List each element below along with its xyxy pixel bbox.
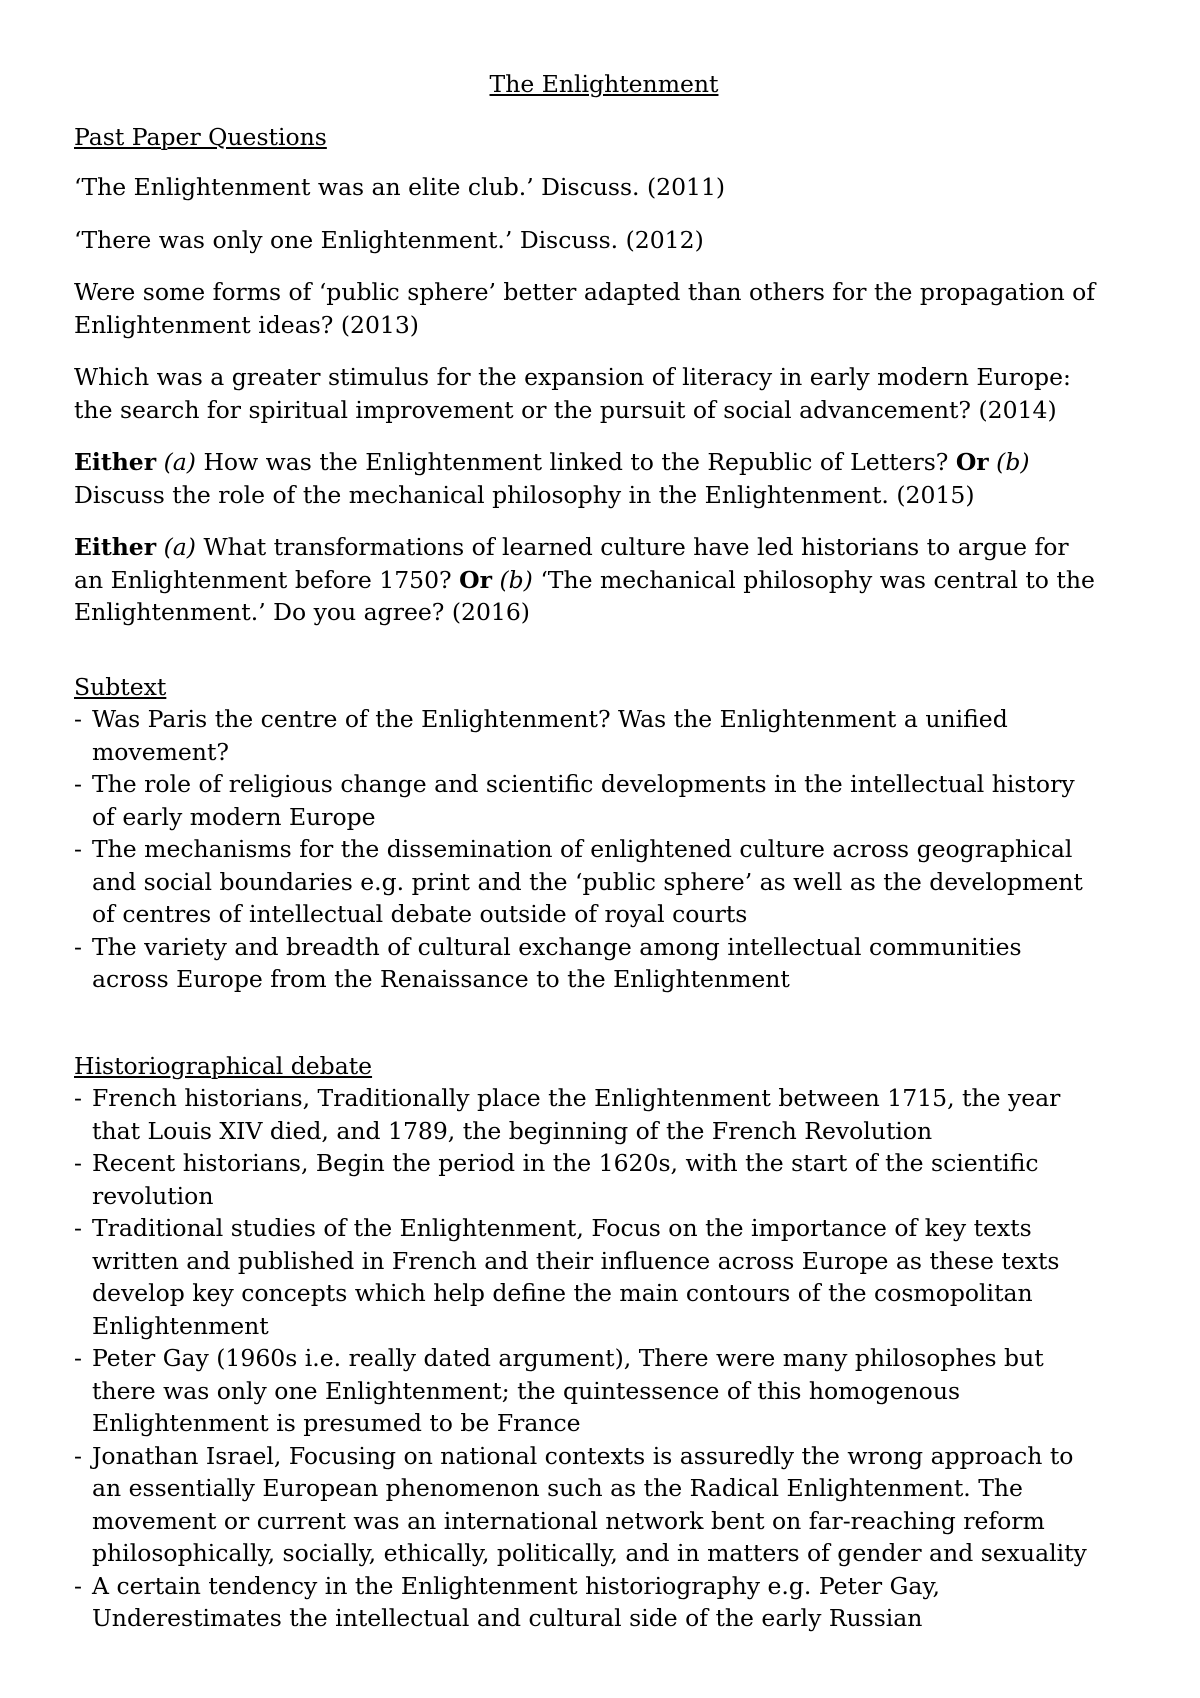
bullet-line: of centres of intellectual debate outside of royal courts bbox=[92, 900, 748, 928]
question-text: Were some forms of ‘public sphere’ better adapted than others for the propagation of bbox=[74, 278, 1096, 306]
question-line bbox=[74, 446, 1134, 479]
past-paper-question bbox=[74, 224, 1134, 257]
past-paper-question bbox=[74, 531, 1134, 629]
question-text: an Enlightenment before 1750? bbox=[74, 565, 460, 594]
document-page bbox=[74, 68, 1134, 1635]
bullet-dash: - bbox=[74, 835, 82, 863]
bullet-line: Peter Gay (1960s i.e. really dated argument), There were many philosophes but bbox=[92, 1344, 1044, 1372]
bullet-line: French historians, Traditionally place the Enlightenment between 1715, the year bbox=[92, 1084, 1061, 1112]
question-text: ‘There was only one Enlightenment.’ Discuss. (2012) bbox=[74, 225, 704, 254]
question-line bbox=[74, 479, 1134, 512]
historiography-heading bbox=[74, 1050, 1134, 1083]
subtext-heading bbox=[74, 671, 1134, 704]
bullet-line: Enlightenment is presumed to be France bbox=[92, 1409, 581, 1437]
bold-text: Or bbox=[459, 565, 492, 594]
document-title-text: The Enlightenment bbox=[489, 70, 719, 98]
question-text: Discuss the role of the mechanical philosophy in the Enlightenment. (2015) bbox=[74, 480, 975, 509]
bullet-dash: - bbox=[74, 932, 82, 961]
past-paper-question bbox=[74, 276, 1134, 341]
bullet-line: there was only one Enlightenment; the quintessence of this homogenous bbox=[92, 1376, 961, 1405]
question-text bbox=[156, 533, 163, 561]
bullet-line: The role of religious change and scientific developments in the intellectual history bbox=[92, 770, 1075, 798]
bullet-line: Traditional studies of the Enlightenment, Focus on the importance of key texts bbox=[92, 1214, 1032, 1242]
bold-text: Either bbox=[74, 533, 157, 561]
bullet-line: The variety and breadth of cultural exchange among intellectual communities bbox=[92, 932, 1022, 961]
bullet-line: A certain tendency in the Enlightenment historiography e.g. Peter Gay, bbox=[92, 1571, 940, 1600]
italic-text: (a) bbox=[163, 533, 196, 561]
bullet-dash: - bbox=[74, 1344, 82, 1372]
bullet-dash: - bbox=[74, 770, 82, 798]
question-line bbox=[74, 224, 1134, 257]
question-line bbox=[74, 171, 1134, 204]
bullet-line: The mechanisms for the dissemination of enlightened culture across geographical bbox=[92, 835, 1073, 863]
bullet-line: Was Paris the centre of the Enlightenment? Was the Enlightenment a unified bbox=[92, 705, 1008, 733]
historiography-item bbox=[74, 1212, 1134, 1342]
question-text: What transformations of learned culture have led historians to argue for bbox=[195, 533, 1069, 561]
bullet-line: movement? bbox=[92, 737, 229, 766]
bullet-dash: - bbox=[74, 1571, 82, 1600]
question-text bbox=[156, 448, 163, 476]
bullet-line: that Louis XIV died, and 1789, the beginning of the French Revolution bbox=[92, 1116, 933, 1145]
past-paper-question bbox=[74, 361, 1134, 426]
question-line bbox=[74, 276, 1134, 309]
question-text: Enlightenment ideas? (2013) bbox=[74, 310, 419, 339]
bullet-dash: - bbox=[74, 1214, 82, 1242]
past-paper-question-list bbox=[74, 171, 1134, 629]
subtext-item bbox=[74, 703, 1134, 768]
bullet-line: across Europe from the Renaissance to the Enlightenment bbox=[92, 965, 790, 993]
historiography-item bbox=[74, 1082, 1134, 1147]
subtext-item bbox=[74, 931, 1134, 996]
question-text: ‘The mechanical philosophy was central to the bbox=[532, 565, 1095, 594]
question-line bbox=[74, 564, 1134, 597]
historiography-item bbox=[74, 1440, 1134, 1570]
subtext-item bbox=[74, 768, 1134, 833]
bullet-line: written and published in French and their influence across Europe as these texts bbox=[92, 1246, 1060, 1275]
bullet-line: revolution bbox=[92, 1181, 214, 1210]
italic-text: (b) bbox=[996, 448, 1030, 476]
bold-text: Or bbox=[955, 448, 989, 476]
past-paper-question bbox=[74, 171, 1134, 204]
bullet-line: philosophically, socially, ethically, politically, and in matters of gender and sexuality bbox=[92, 1539, 1087, 1567]
bullet-dash: - bbox=[74, 1441, 82, 1470]
question-text: the search for spiritual improvement or the pursuit of social advancement? (2014) bbox=[74, 395, 1057, 424]
historiography-list bbox=[74, 1082, 1134, 1635]
question-line bbox=[74, 596, 1134, 629]
document-title bbox=[74, 68, 1134, 101]
bullet-line: an essentially European phenomenon such as the Radical Enlightenment. The bbox=[92, 1474, 1023, 1502]
question-line bbox=[74, 309, 1134, 342]
question-line bbox=[74, 361, 1134, 394]
bullet-line: Underestimates the intellectual and cultural side of the early Russian bbox=[92, 1604, 923, 1632]
subtext-list bbox=[74, 703, 1134, 996]
subtext-heading-text: Subtext bbox=[74, 672, 167, 701]
historiography-item bbox=[74, 1342, 1134, 1440]
bullet-line: Enlightenment bbox=[92, 1311, 269, 1340]
question-text: How was the Enlightenment linked to the Republic of Letters? bbox=[195, 448, 956, 476]
historiography-heading-text: Historiographical debate bbox=[74, 1051, 373, 1080]
bullet-dash: - bbox=[74, 1149, 82, 1177]
question-line bbox=[74, 531, 1134, 564]
bullet-line: develop key concepts which help define the main contours of the cosmopolitan bbox=[92, 1279, 1033, 1307]
italic-text: (b) bbox=[499, 565, 533, 594]
bullet-dash: - bbox=[74, 1084, 82, 1112]
bullet-dash: - bbox=[74, 705, 82, 733]
past-paper-heading bbox=[74, 121, 1134, 154]
past-paper-question bbox=[74, 446, 1134, 511]
question-text: Enlightenment.’ Do you agree? (2016) bbox=[74, 598, 530, 626]
bold-text: Either bbox=[74, 448, 157, 476]
bullet-line: of early modern Europe bbox=[92, 802, 376, 831]
bullet-line: Jonathan Israel, Focusing on national contexts is assuredly the wrong approach to bbox=[92, 1441, 1074, 1470]
question-line bbox=[74, 394, 1134, 427]
question-text: ‘The Enlightenment was an elite club.’ Discuss. (2011) bbox=[74, 173, 726, 201]
question-text: Which was a greater stimulus for the expansion of literacy in early modern Europe: bbox=[74, 363, 1071, 391]
past-paper-heading-text: Past Paper Questions bbox=[74, 122, 327, 151]
historiography-item bbox=[74, 1147, 1134, 1212]
bullet-line: movement or current was an international network bent on far-reaching reform bbox=[92, 1506, 1045, 1535]
subtext-item bbox=[74, 833, 1134, 931]
historiography-item bbox=[74, 1570, 1134, 1635]
bullet-line: and social boundaries e.g. print and the ‘public sphere’ as well as the development bbox=[92, 867, 1083, 896]
bullet-line: Recent historians, Begin the period in the 1620s, with the start of the scientific bbox=[92, 1149, 1039, 1177]
italic-text: (a) bbox=[163, 448, 196, 476]
